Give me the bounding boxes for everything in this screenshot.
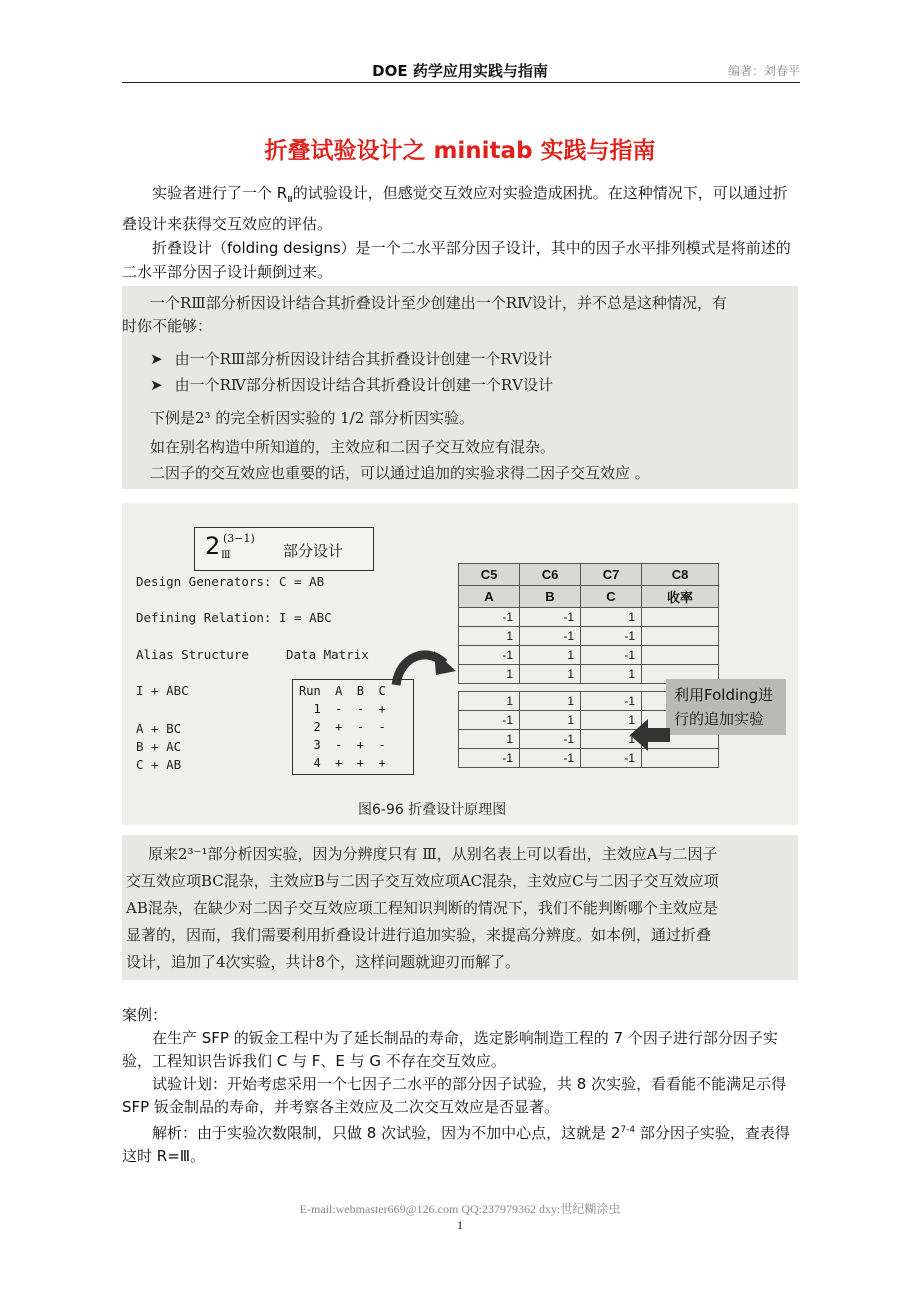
- table-row: [459, 627, 719, 646]
- table-cell: -1: [459, 608, 520, 627]
- case-p3-b: 部分因子实验，查表得这时 R=Ⅲ。: [122, 1124, 790, 1165]
- alias-item: C + AB: [136, 757, 182, 772]
- alias-item: B + AC: [136, 739, 182, 754]
- table-cell: 1: [520, 646, 581, 665]
- scan1-line3: 下例是2³ 的完全析因实验的 1/2 部分析因实验。: [150, 409, 475, 427]
- table-cell: -1: [520, 627, 581, 646]
- table-cell: [642, 646, 719, 665]
- design-generators: Design Generators: C = AB: [136, 574, 325, 589]
- table-cell: -1: [459, 711, 520, 730]
- scanned-excerpt-1: [122, 286, 798, 489]
- run-row: 3 - + -: [299, 738, 386, 752]
- scan1-bullet2: [150, 374, 553, 395]
- table-cell: -1: [520, 730, 581, 749]
- defining-relation: Defining Relation: I = ABC: [136, 610, 332, 625]
- design-sub: Ⅲ: [221, 550, 231, 561]
- table-cell: 1: [459, 665, 520, 684]
- table-row: [459, 749, 719, 768]
- worksheet-name: 收率: [642, 586, 719, 608]
- curved-arrow-icon: [390, 641, 460, 691]
- table-cell: 1: [581, 665, 642, 684]
- data-matrix-title: Data Matrix: [286, 647, 369, 662]
- scan1-line2: 时你不能够：: [122, 317, 213, 335]
- intro-text: [122, 181, 800, 284]
- table-cell: 1: [459, 627, 520, 646]
- scan1-bullet1-text: 由一个RⅢ部分析因设计结合其折叠设计创建一个RⅤ设计: [174, 350, 553, 368]
- table-cell: 1: [459, 730, 520, 749]
- table-cell: 1: [520, 692, 581, 711]
- run-table: [292, 679, 414, 775]
- worksheet-col: C8: [642, 564, 719, 586]
- run-row: 2 + - -: [299, 720, 386, 734]
- left-arrow-icon: [630, 717, 670, 753]
- table-cell: 1: [581, 608, 642, 627]
- run-table-header: Run A B C: [299, 684, 386, 698]
- page-number: 1: [457, 1218, 463, 1232]
- alias-item: I + ABC: [136, 683, 189, 698]
- page-title: 折叠试验设计之 minitab 实践与指南: [264, 138, 656, 164]
- table-cell: 1: [520, 665, 581, 684]
- table-cell: -1: [520, 608, 581, 627]
- table-cell: 1: [520, 711, 581, 730]
- worksheet-col-row: [459, 564, 719, 586]
- case-paragraph-2: 试验计划：开始考虑采用一个七因子二水平的部分因子试验，共 8 次实验，看看能不能满足示得 SFP 钣金制品的寿命，并考察各主效应及二次交互效应是否显著。: [122, 1075, 787, 1116]
- worksheet-col: C5: [459, 564, 520, 586]
- scan3-line2: 交互效应项BC混杂，主效应B与二因子交互效应项AC混杂，主效应C与二因子交互效应项: [126, 872, 719, 890]
- worksheet-col: C6: [520, 564, 581, 586]
- table-cell: -1: [581, 627, 642, 646]
- scan1-line4: 如在别名构造中所知道的，主效应和二因子交互效应有混杂。: [150, 438, 556, 456]
- bullet-arrow-icon: ➤: [150, 376, 163, 394]
- header-rule: [122, 82, 800, 83]
- table-cell: 1: [459, 692, 520, 711]
- scan3-line3: AB混杂，在缺少对二因子交互效应项工程知识判断的情况下，我们不能判断哪个主效应是: [126, 899, 718, 917]
- scan3-line1: 原来2³⁻¹部分析因实验，因为分辨度只有 Ⅲ，从别名表上可以看出，主效应A与二因子: [148, 845, 718, 863]
- table-cell: 1: [581, 730, 642, 749]
- intro-p1-sub: Ⅲ: [287, 195, 293, 204]
- header-author: 编著：刘春平: [727, 64, 800, 78]
- scan3-line4: 显著的，因而，我们需要利用折叠设计进行追加实验，来提高分辨度。如本例，通过折叠: [126, 926, 712, 944]
- table-row: [459, 646, 719, 665]
- scan1-line5: 二因子的交互效应也重要的话，可以通过追加的实验求得二因子交互效应 。: [150, 464, 650, 482]
- intro-paragraph-2: 折叠设计（folding designs）是一个二水平部分因子设计，其中的因子水平排列模式是将前述的二水平部分因子设计颠倒过来。: [122, 239, 791, 281]
- scan1-line1: 一个RⅢ部分析因设计结合其折叠设计至少创建出一个RⅣ设计，并不总是这种情况，有: [150, 294, 728, 312]
- run-row: 1 - - +: [299, 702, 386, 716]
- case-p3-sup: 7-4: [620, 1125, 636, 1135]
- intro-p1-b: 的试验设计，但感觉交互效应对实验造成困扰。在这种情况下，可以通过折叠设计来获得交互效应的评估。: [122, 184, 788, 233]
- table-cell: -1: [581, 749, 642, 768]
- header-title: DOE 药学应用实践与指南: [372, 62, 548, 80]
- figure-caption: 图6-96 折叠设计原理图: [358, 802, 507, 818]
- table-cell: -1: [459, 749, 520, 768]
- table-cell: -1: [459, 646, 520, 665]
- case-title: 案例：: [122, 1006, 168, 1024]
- intro-paragraph-1: [122, 181, 800, 236]
- alias-item: A + BC: [136, 721, 182, 736]
- intro-p1-a: 实验者进行了一个 R: [152, 184, 288, 202]
- worksheet-name: B: [520, 586, 581, 608]
- scan1-bullet1: [150, 348, 552, 369]
- worksheet-table: [458, 563, 719, 768]
- case-paragraph-1: 在生产 SFP 的钣金工程中为了延长制品的寿命，选定影响制造工程的 7 个因子进行部分因子实验，工程知识告诉我们 C 与 F、E 与 G 不存在交互效应。: [122, 1029, 778, 1070]
- table-cell: 1: [581, 711, 642, 730]
- table-cell: [642, 608, 719, 627]
- bullet-arrow-icon: ➤: [150, 350, 163, 368]
- design-sup: (3−1): [223, 532, 255, 545]
- worksheet-name-row: [459, 586, 719, 608]
- case-paragraph-3: [122, 1119, 800, 1168]
- run-table-body: [299, 684, 386, 774]
- scan1-bullet2-text: 由一个RⅣ部分析因设计结合其折叠设计创建一个RⅤ设计: [174, 376, 553, 394]
- design-label-box: [194, 527, 374, 571]
- case-p3-a: 解析：由于实验次数限制，只做 8 次试验，因为不加中心点，这就是 2: [152, 1124, 621, 1142]
- table-row: [459, 608, 719, 627]
- design-label: 2: [205, 532, 221, 560]
- worksheet-name: C: [581, 586, 642, 608]
- table-cell: -1: [581, 646, 642, 665]
- footer-contact: E-mail:webmaster669@126.com QQ:237979362 dxy:世纪糊涂虫: [299, 1202, 621, 1216]
- alias-structure-title: Alias Structure: [136, 647, 249, 662]
- worksheet-col: C7: [581, 564, 642, 586]
- scan3-line5: 设计，追加了4次实验，共计8个，这样问题就迎刃而解了。: [126, 953, 521, 971]
- run-row: 4 + + +: [299, 756, 386, 770]
- design-name: 部分设计: [283, 542, 344, 560]
- worksheet-name: A: [459, 586, 520, 608]
- folding-callout: 利用Folding进行的追加实验: [666, 679, 786, 735]
- case-section: [122, 1004, 800, 1168]
- table-cell: [642, 627, 719, 646]
- table-cell: -1: [581, 692, 642, 711]
- scanned-excerpt-2: [122, 835, 798, 980]
- table-cell: -1: [520, 749, 581, 768]
- figure-folding-design: [122, 503, 798, 825]
